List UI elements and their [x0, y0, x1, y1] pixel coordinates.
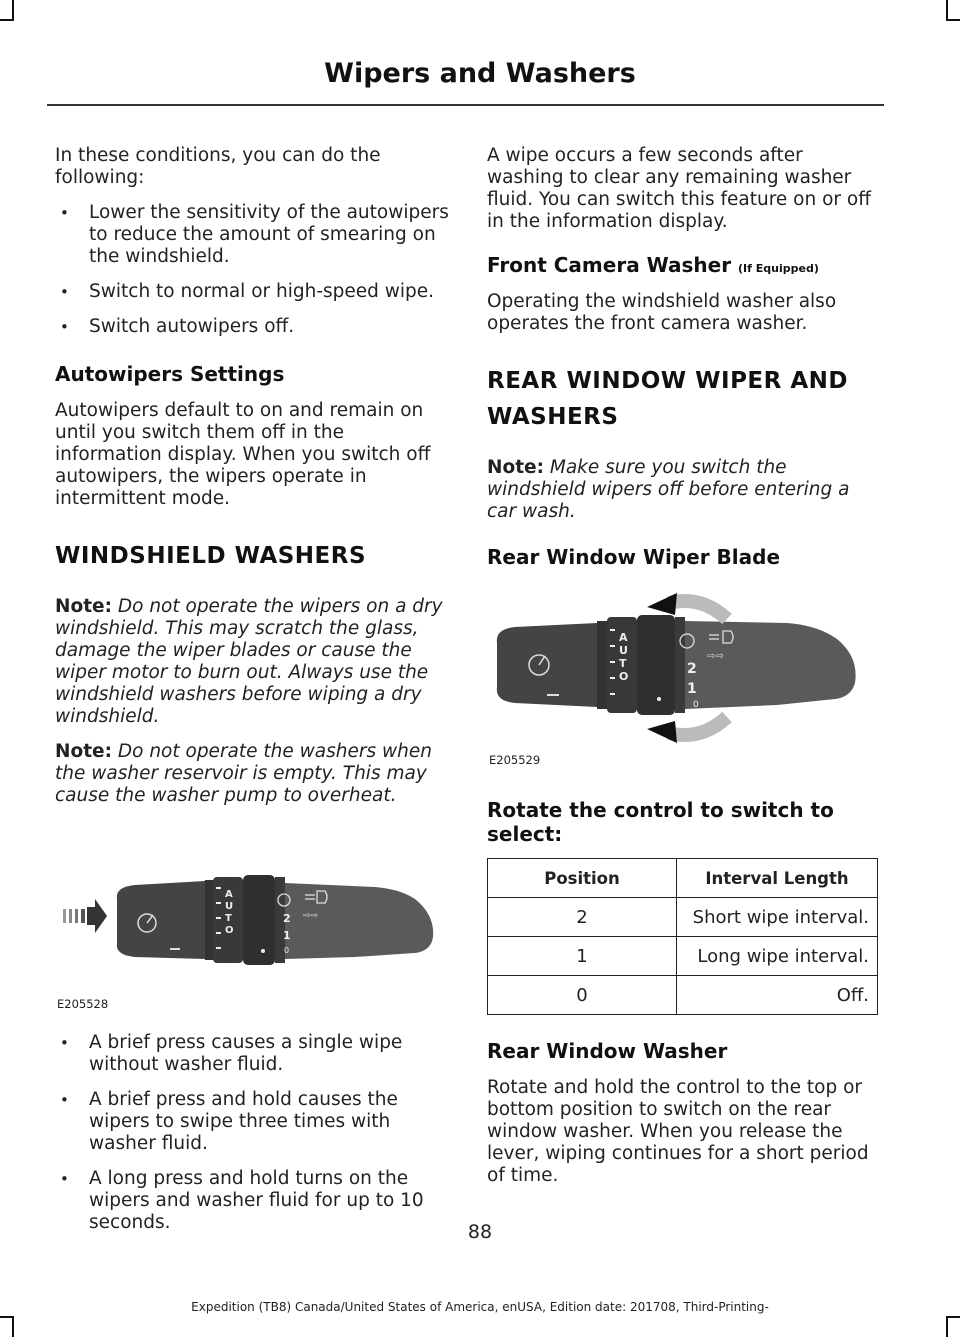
auto-letter: U [619, 644, 628, 657]
crop-mark [946, 1317, 948, 1337]
rotate-control-heading: Rotate the control to switch to select: [487, 798, 834, 846]
crop-mark [0, 19, 14, 21]
position-label: 2 [283, 912, 291, 925]
auto-letter: A [225, 889, 233, 900]
washer-stalk-figure [55, 847, 450, 1012]
autowipers-settings-text: Autowipers default to on and remain on until you switch them off in the information display. When you switch off autowipers, the wipers operate in intermittent mode. [55, 400, 431, 509]
list-item: • A brief press causes a single wipe without washer fluid. [55, 1032, 450, 1076]
crop-mark [946, 19, 960, 21]
interval-cell: Short wipe interval. [677, 898, 878, 937]
auto-letter: O [619, 670, 629, 683]
wipe-after-wash-text: A wipe occurs a few seconds after washing to clear any remaining washer fluid. You can switch this feature on or off in the information display. [487, 145, 871, 232]
position-label: 1 [283, 929, 291, 942]
heading-line: WASHERS [487, 404, 619, 430]
position-cell: 0 [488, 976, 677, 1015]
auto-letter: O [225, 925, 234, 936]
auto-letter: T [225, 913, 232, 924]
page-title: Wipers and Washers [324, 58, 636, 89]
note-label: Note: [55, 741, 112, 762]
header-divider [47, 104, 884, 106]
note-text: Do not operate the wipers on a dry windshield. This may scratch the glass, damage the wiper blades or cause the wiper motor to burn out. Always use the windshield washers before wiping a dry windshield. [55, 596, 443, 727]
right-column [487, 145, 882, 1200]
position-cell: 1 [488, 937, 677, 976]
list-item: • Lower the sensitivity of the autowipers to reduce the amount of smearing on the windshield. [55, 202, 450, 268]
if-equipped-tag: (If Equipped) [738, 262, 819, 275]
crop-mark [946, 0, 948, 20]
footer-text: Expedition (TB8) Canada/United States of America, enUSA, Edition date: 201708, Third-Printing- [191, 1300, 769, 1314]
press-actions-list [55, 1032, 450, 1234]
rotate-down-band [669, 717, 727, 735]
position-cell: 2 [488, 898, 677, 937]
column-header-position: Position [488, 859, 677, 898]
heading-text: Front Camera Washer [487, 253, 732, 277]
note-text: Make sure you switch the windshield wipers off before entering a car wash. [487, 457, 850, 522]
auto-letter: A [619, 631, 628, 644]
table-header-row [488, 859, 878, 898]
crop-mark [946, 1316, 960, 1318]
left-column [55, 145, 450, 1247]
auto-letter: T [619, 657, 627, 670]
table-row [488, 937, 878, 976]
list-item: • Switch to normal or high-speed wipe. [55, 281, 450, 303]
note-label: Note: [55, 596, 112, 617]
windshield-washers-heading: WINDSHIELD WASHERS [55, 543, 367, 569]
front-camera-washer-heading [487, 253, 882, 277]
figure-id: E205528 [57, 997, 109, 1011]
crop-mark [0, 1316, 14, 1318]
washer-arrows-icon: ⇨⇨ [303, 911, 319, 921]
crop-mark [12, 0, 14, 20]
note-empty-reservoir [55, 741, 450, 807]
figure-id: E205529 [489, 753, 541, 767]
wiper-stalk-press-illustration [55, 847, 450, 997]
rear-window-heading [487, 363, 882, 435]
front-camera-washer-text: Operating the windshield washer also operates the front camera washer. [487, 291, 837, 334]
autowipers-settings-heading: Autowipers Settings [55, 362, 285, 386]
note-dry-windshield [55, 596, 450, 728]
press-arrow-icon [63, 899, 107, 933]
note-text: Do not operate the washers when the washer reservoir is empty. This may cause the washer pump to overheat. [55, 741, 432, 806]
conditions-list [55, 202, 450, 338]
position-label: 0 [693, 700, 699, 710]
table-row [488, 898, 878, 937]
wiper-stalk-rotate-illustration [487, 583, 882, 753]
list-item: • Switch autowipers off. [55, 316, 450, 338]
position-label: 0 [284, 946, 290, 955]
list-item: • A long press and hold turns on the wipers and washer fluid for up to 10 seconds. [55, 1168, 450, 1234]
position-label: 2 [687, 661, 697, 677]
position-label: 1 [687, 681, 697, 697]
interval-cell: Off. [677, 976, 878, 1015]
rotate-up-band [669, 601, 727, 619]
interval-table [487, 858, 878, 1015]
crop-mark [12, 1317, 14, 1337]
interval-cell: Long wipe interval. [677, 937, 878, 976]
note-car-wash [487, 457, 882, 523]
rear-window-washer-text: Rotate and hold the control to the top or bottom position to switch on the rear window washer. When you release the lever, wiping continues for a short period of time. [487, 1077, 869, 1186]
rear-wiper-stalk-figure [487, 583, 882, 768]
rotate-down-arrow-icon [647, 721, 677, 743]
page-number: 88 [467, 1221, 493, 1243]
note-label: Note: [487, 457, 544, 478]
column-header-interval: Interval Length [677, 859, 878, 898]
heading-line: REAR WINDOW WIPER AND [487, 368, 848, 394]
intro-text: In these conditions, you can do the following: [55, 145, 381, 188]
list-item: • A brief press and hold causes the wipers to swipe three times with washer fluid. [55, 1089, 450, 1155]
rotate-up-arrow-icon [647, 593, 677, 615]
rear-wiper-blade-heading: Rear Window Wiper Blade [487, 545, 781, 569]
washer-arrows-icon: ⇨⇨ [707, 651, 724, 662]
rear-window-washer-heading: Rear Window Washer [487, 1039, 728, 1063]
auto-letter: U [225, 901, 234, 912]
table-row [488, 976, 878, 1015]
